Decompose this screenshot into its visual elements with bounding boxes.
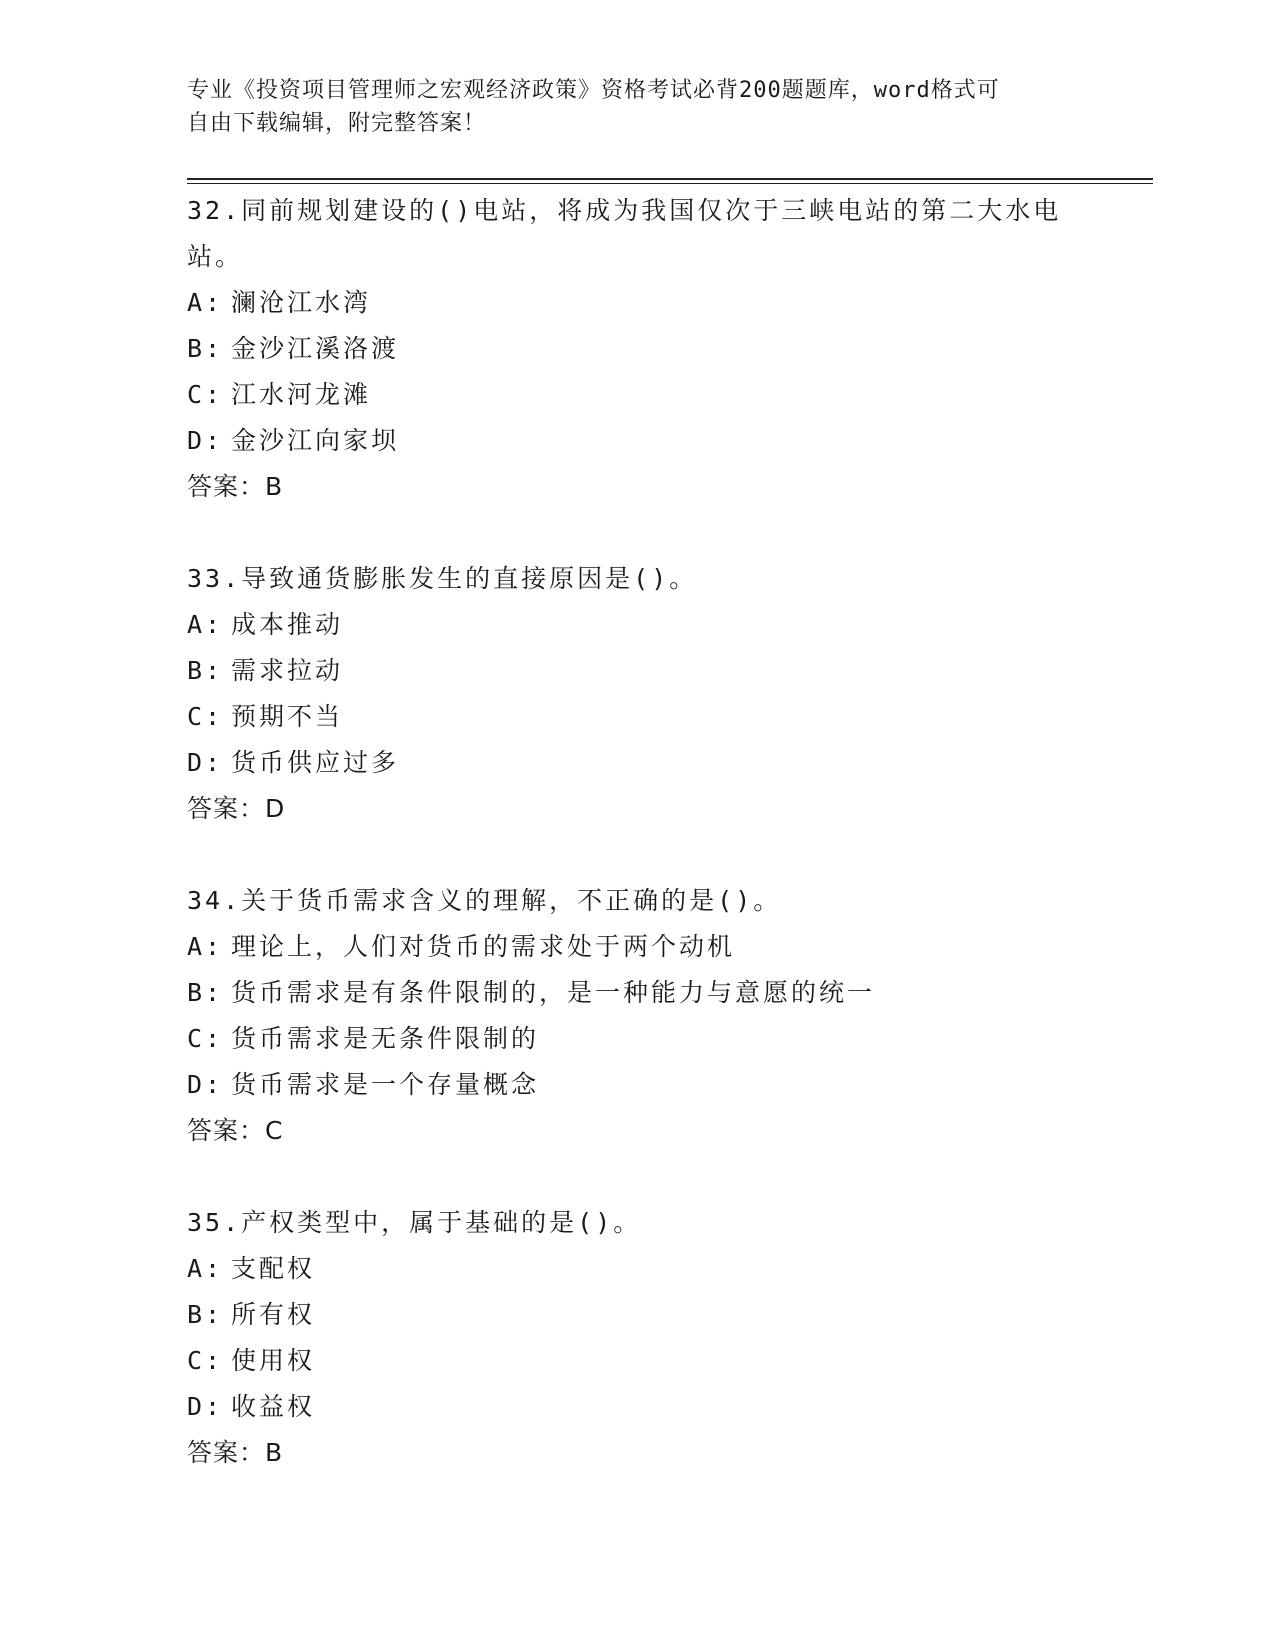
option-letter: B:: [187, 656, 224, 685]
option-text: 需求拉动: [231, 656, 344, 685]
answer-line: 答案：B: [187, 472, 284, 501]
option-text: 成本推动: [231, 610, 344, 639]
question-stem: 32.同前规划建设的()电站，将成为我国仅次于三峡电站的第二大水电: [187, 196, 1062, 225]
option-a: [187, 1246, 1087, 1292]
question-stem: 35.产权类型中，属于基础的是()。: [187, 1208, 642, 1237]
option-c: [187, 1016, 1087, 1062]
option-text: 支配权: [231, 1254, 316, 1283]
option-letter: C:: [187, 380, 224, 409]
option-a: [187, 280, 1087, 326]
option-letter: A:: [187, 932, 224, 961]
question-35: [187, 1200, 1087, 1476]
option-text: 货币供应过多: [231, 748, 400, 777]
option-text: 金沙江溪洛渡: [231, 334, 400, 363]
option-letter: A:: [187, 1254, 224, 1283]
option-c: [187, 1338, 1087, 1384]
option-text: 货币需求是无条件限制的: [231, 1024, 540, 1053]
option-letter: D:: [187, 426, 224, 455]
question-list: [187, 188, 1087, 1522]
option-b: [187, 648, 1087, 694]
option-letter: B:: [187, 1300, 224, 1329]
header-line-2: 自由下载编辑，附完整答案！: [187, 111, 487, 136]
option-d: [187, 418, 1087, 464]
option-letter: D:: [187, 748, 224, 777]
option-a: [187, 924, 1087, 970]
option-a: [187, 602, 1087, 648]
answer-line: 答案：B: [187, 1438, 284, 1467]
option-c: [187, 694, 1087, 740]
option-text: 货币需求是一个存量概念: [231, 1070, 540, 1099]
option-letter: B:: [187, 978, 224, 1007]
question-stem: 33.导致通货膨胀发生的直接原因是()。: [187, 564, 698, 593]
option-letter: C:: [187, 702, 224, 731]
question-stem-continued: 站。: [187, 242, 244, 271]
option-letter: A:: [187, 288, 224, 317]
question-32: [187, 188, 1087, 510]
option-text: 澜沧江水湾: [231, 288, 372, 317]
question-34: [187, 878, 1087, 1154]
option-letter: C:: [187, 1346, 224, 1375]
option-d: [187, 740, 1087, 786]
option-b: [187, 1292, 1087, 1338]
option-letter: A:: [187, 610, 224, 639]
answer-line: 答案：D: [187, 794, 286, 823]
option-text: 使用权: [231, 1346, 316, 1375]
option-d: [187, 1062, 1087, 1108]
option-b: [187, 970, 1087, 1016]
question-stem: 34.关于货币需求含义的理解，不正确的是()。: [187, 886, 782, 915]
answer-line: 答案：C: [187, 1116, 284, 1145]
header-divider-thin: [187, 183, 1153, 184]
option-letter: D:: [187, 1070, 224, 1099]
option-d: [187, 1384, 1087, 1430]
option-letter: D:: [187, 1392, 224, 1421]
document-header: [187, 74, 1067, 140]
option-b: [187, 326, 1087, 372]
option-text: 预期不当: [231, 702, 344, 731]
option-letter: C:: [187, 1024, 224, 1053]
header-line-1: 专业《投资项目管理师之宏观经济政策》资格考试必背200题题库，word格式可: [187, 78, 1000, 103]
option-text: 金沙江向家坝: [231, 426, 400, 455]
option-text: 货币需求是有条件限制的，是一种能力与意愿的统一: [231, 978, 876, 1007]
option-text: 理论上，人们对货币的需求处于两个动机: [231, 932, 736, 961]
option-text: 江水河龙滩: [231, 380, 372, 409]
header-divider-thick: [187, 178, 1153, 180]
option-c: [187, 372, 1087, 418]
option-text: 收益权: [231, 1392, 316, 1421]
option-text: 所有权: [231, 1300, 316, 1329]
question-33: [187, 556, 1087, 832]
option-letter: B:: [187, 334, 224, 363]
